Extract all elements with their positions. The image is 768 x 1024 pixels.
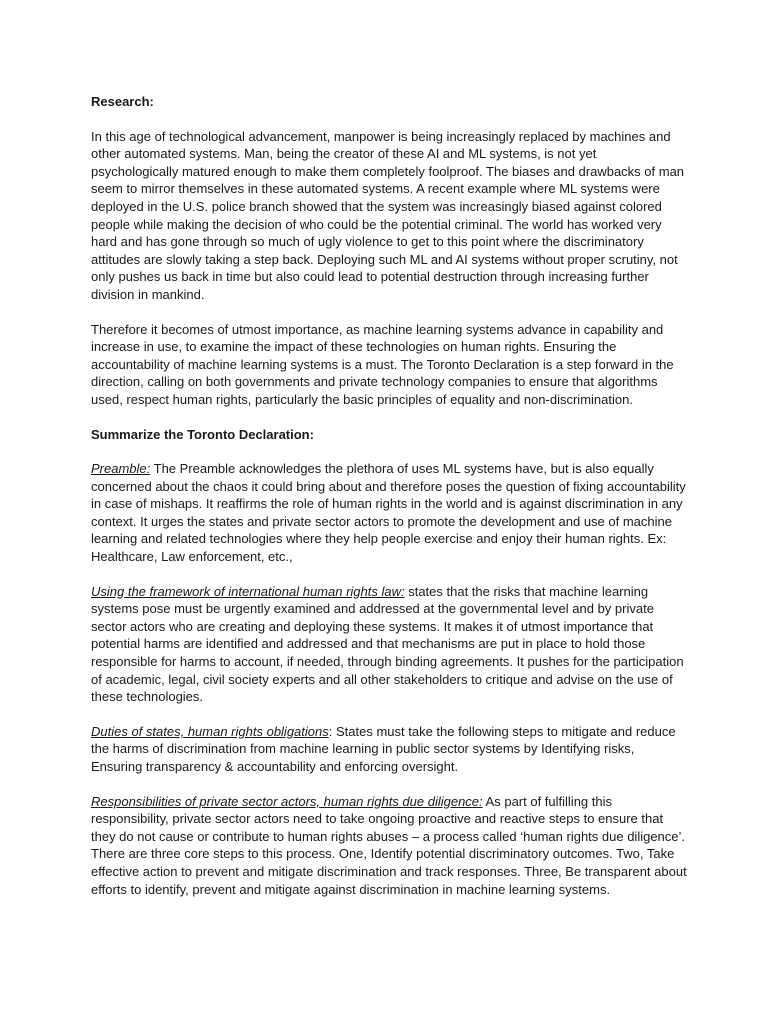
term-private-sector: Responsibilities of private sector actors, human rights due diligence:	[91, 793, 483, 809]
term-preamble: Preamble:	[91, 461, 151, 477]
summary-text-private-sector: As part of fulfilling this responsibility, private sector actors need to take ongoing proactive and reactive steps to ensure that they do not cause or contribute to human rights abuses – a process called ‘human rights due diligence’. There are three core steps to this process. One, Identify potential discriminatory outcomes. Two, Take effective action to prevent and mitigate discrimination and track responses. Three, Be transparent about efforts to identify, prevent and mitigate against discrimination in machine learning systems.	[91, 793, 687, 897]
summary-paragraph-preamble	[91, 460, 687, 566]
research-paragraph-2: Therefore it becomes of utmost importance, as machine learning systems advance in capability and increase in use, to examine the impact of these technologies on human rights. Ensuring the accountability of machine learning systems is a must. The Toronto Declaration is a step forward in the direction, calling on both governments and private technology companies to ensure that algorithms used, respect human rights, particularly the basic principles of equality and non-discrimination.	[91, 321, 674, 407]
summary-text-duties-of-states: : States must take the following steps to mitigate and reduce the harms of discrimination from machine learning in public sector systems by Identifying risks, Ensuring transparency & accountability and enforcing oversight.	[91, 723, 676, 774]
term-duties-of-states: Duties of states, human rights obligations	[91, 723, 329, 739]
summary-paragraph-private-sector	[91, 793, 687, 899]
summary-paragraph-framework	[91, 583, 687, 706]
summary-heading: Summarize the Toronto Declaration:	[91, 426, 314, 442]
document-page	[91, 93, 687, 898]
summary-paragraph-duties-of-states	[91, 723, 687, 776]
research-paragraph-1: In this age of technological advancement, manpower is being increasingly replaced by machines and other automated systems. Man, being the creator of these AI and ML systems, is not yet psychologically matured enough to make them completely foolproof. The biases and drawbacks of man seem to mirror themselves in these automated systems. A recent example where ML systems were deployed in the U.S. police branch showed that the system was increasingly biased against colored people while making the decision of who could be the potential criminal. The world has worked very hard and has gone through so much of ugly violence to get to this point where the discriminatory attitudes are slowly taking a step back. Deploying such ML and AI systems without proper scrutiny, not only pushes us back in time but also could lead to potential destruction through increasing further division in mankind.	[91, 128, 685, 302]
term-framework: Using the framework of international human rights law:	[91, 583, 405, 599]
research-heading: Research:	[91, 94, 154, 109]
summary-text-preamble: The Preamble acknowledges the plethora of uses ML systems have, but is also equally concerned about the chaos it could bring about and therefore poses the question of fixing accountability in case of mishaps. It reaffirms the role of human rights in the world and is against discrimination in any context. It urges the states and private sector actors to promote the development and use of machine learning and related technologies where they help people exercise and enjoy their human rights. Ex: Healthcare, Law enforcement, etc.,	[91, 461, 686, 565]
summary-text-framework: states that the risks that machine learning systems pose must be urgently examined and addressed at the governmental level and by private sector actors who are creating and deploying these systems. It makes it of utmost importance that potential harms are identified and addressed and that mechanisms are put in place to hold those responsible for harms to account, if needed, through binding agreements. It pushes for the participation of academic, legal, civil society experts and all other stakeholders to critique and advise on the use of these technologies.	[91, 583, 684, 705]
